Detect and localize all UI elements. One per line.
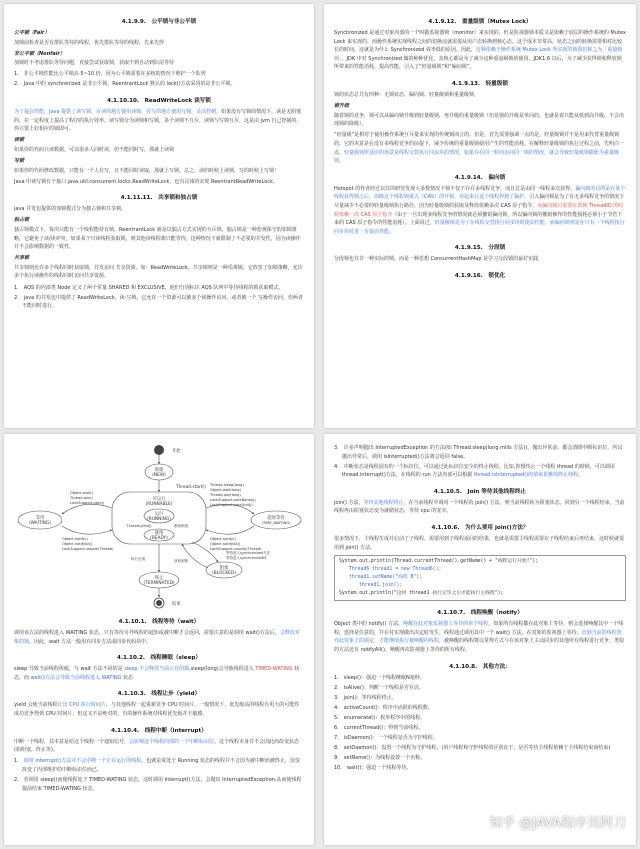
state-running-label: 运行 [154,512,164,517]
state-new-en: (NEW) [152,473,166,478]
state-terminated-en: (TERMINATED) [143,581,175,586]
paragraph: Hotspot 的作者经过以往的研究发现大多数情况下锁不仅不存在多线程竞争，而且总是由同一线程多次获得。偏向锁的目的是在某个线程获得锁之后，消除这个线程锁重入（CAS）的开销，看起来让这个线程得到了偏护。引入偏向锁是为了在无多线程竞争的情况下尽量减少不必要的轻量级锁执行路径，因为轻量级锁的获取及释放依赖多次 CAS 原子指令，而偏向锁只需要在置换 ThreadID 的时候依赖一次 CAS 原子指令（由于一旦出现多线程竞争的情况就必须撤销偏向锁，所以偏向锁的撤销操作的性能损耗必须小于节省下来的 CAS 原子指令的性能消耗）。上面说过，轻量级锁是为了在线程交替执行同步块时提高性能，而偏向锁则是在只有一个线程执行同步块时进一步提高性能。 [334,185,626,235]
highlight-text: 让出 CPU 执行时间片 [57,702,106,709]
highlight-text: sleep 不会释放当前占有的锁 [124,666,190,673]
methods-list [334,674,626,773]
list-item: 1. 非公平锁性能比公平锁高 5~10 倍，因为公平锁需要在多核的情况下维护一个队列 [14,71,206,78]
list-item: 10. wait()：强迫一个线程等待。 [334,765,412,772]
highlight-text: 轻量级锁所适应的场景是线程交替执行同步块的情况，如果存在同一时间访问同一锁的情况，就会导致轻量级锁膨胀为重量级锁。 [334,149,620,165]
state-runnable-label: 可运行 [152,497,166,502]
section-title: 4.1.9.15. 分段锁 [454,245,506,252]
paragraph: 中断一个线程，其本意是给这个线程一个通知信号，会影响这个线程内部的一个中断标识位。这个线程本身并不会因此而改变状态(如阻塞，终止等)。 [14,738,300,754]
paragraph: java 并发包提供的加锁模式分为独占锁和共享锁。 [14,206,127,213]
page-2 [324,4,636,428]
state-blocked-label: 阻塞 [219,566,229,571]
paragraph: 调用该方法的线程进入 WAITING 状态，只有等待另外线程的通知或被中断才会返回，需要注意的是调用 wait()方法后，会释放对象的锁。因此，wait 方法一般用在同步方法或同步代码块中。 [14,630,300,645]
state-ready-en: (READY) [150,536,168,541]
section-body [334,535,626,601]
red-highlight-text: 而偏向锁只需要在置换 ThreadID 的时候依赖一次 CAS 原子指令 [334,202,624,218]
subheading: 锁升级 [334,103,350,110]
exec-done-label: 执行完成 [130,557,146,561]
highlight-text: thread.isInterrupted()的值来优雅的终止线程 [473,472,579,479]
paragraph: 随着锁的竞争，锁可以从偏向锁升级到轻量级锁，再升级的重量级锁（但是锁的升级是单向的，也就是说只能从低到高升级，不会出现锁的降级）。 [334,112,625,128]
section-body [14,629,304,646]
list-item: 3. 许多声明抛出 InterruptedException 的方法(如 Thread.sleep(long mills 方法))，抛出异常前，都会清除中断标识位，所以抛出异常后，调用 isInterrupted()方法将会返回 false。 [334,445,623,460]
state-timed-label: 超时等待 [267,516,285,521]
sync-wait-label: 等待进入synchronized块 [226,556,267,560]
paragraph: 加锁前检查是否有排队等待的线程，优先排队等待的线程，先来先得 [14,39,165,46]
timed-call: LockSupport.parkNanos() [210,498,256,502]
thread-state-diagram [14,442,304,610]
list-item: 9. setName()：为线程设置一个名称。 [334,755,426,762]
section-body [14,665,304,682]
subheading: 非公平锁（Nonfair） [14,50,65,57]
subheading: 共享锁 [14,255,30,262]
paragraph: join() 方法，等待其他线程终止，在当前线程中调用一个线程的 join() 方法，则当前线程转为阻塞状态，回到另一个线程结束，当前线程再由阻塞状态变为就绪状态，等待 cpu 的宠幸。 [334,499,625,515]
list-item: 7. isDaemon()：一个线程是否为守护线程。 [334,735,438,742]
red-highlight-text: TIMED-WATING [255,666,293,673]
state-ready-label: 就绪 [154,531,164,536]
list-item: 2. Java 中的 synchronized 是非公平锁，ReentrantLock 默认的 lock()方法采用的是非公平锁。 [14,81,236,88]
list-item: 4. activeCount()：程序中活跃的线程数。 [334,704,433,711]
state-terminated-label: 终止 [154,576,164,581]
code-line: thread1.setName("线程 B"); [349,575,423,581]
section-body [14,701,304,718]
list-item: 1. AQS 的内部类 Node 定义了两个常量 SHARED 和 EXCLUSIVE，他们分别标识 AQS 队列中等待线程的锁获取模式。 [14,284,284,291]
list-item: 1. 调用 interrupt()方法并不会中断一个正在运行的线程。也就是说处于 Running 状态的线程并不会因为被中断而被终止，仅仅改变了内部维护的中断标识位而已。 [14,758,300,773]
state-running-en: (RUNNING) [147,517,171,522]
watermark: 知乎 @JAVA程序员阿刀 [489,816,626,831]
paragraph: 如果你的代码修改数据，只能有一个人在写，且不能同时读取，那就上写锁。总之，读的时候上读锁，写的时候上写锁！ [14,167,280,174]
section-body [14,738,304,794]
paragraph: 如果你的代码只读数据，可以很多人同时读，但不能同时写，那就上读锁 [14,146,175,153]
subheading: 读锁 [14,137,25,144]
section-title: 4.1.10.3. 线程让步（yield） [117,691,201,698]
highlight-text: 调用 interrupt()方法并不会中断一个正在运行的线程 [23,758,142,765]
list-item: 6. currentThread()：得到当前线程。 [334,725,424,732]
code-line: System.out.println(Thread.currentThread().getName() + "线程运行开始!"); [339,559,539,565]
sched-label: 系统调度 [173,524,189,528]
highlight-text: 直到当前的线程放弃此对象上的锁定，才能继续执行被唤醒的线程 [334,629,622,645]
notify-call: LockSupport.unpark(Thread) [62,547,114,551]
section-title: 4.1.9.13. 轻量级锁 [452,80,508,87]
section-body [334,444,626,480]
subheading: 独占锁 [14,217,30,224]
section-body [14,29,304,89]
highlight-text: 为了提高性能，Java 提供了读写锁，在读的地方使用读锁，在写的地方使用写锁，灵活控制， [14,109,222,116]
state-blocked-en: (BLOCKED) [212,571,236,576]
list-item: 1. sleep()：强迫一个线程睡眠N毫秒。 [334,674,425,681]
timed-call: LockSupport.parkUntil() [210,503,253,507]
section-body [334,255,626,264]
section-body [14,205,304,311]
start-label: 开始 [172,449,181,454]
code-line: thread1.join(); [359,583,403,589]
section-body [334,499,626,516]
state-new-label: 新建 [154,468,164,473]
section-title: 4.1.10.10. ReadWriteLock 读写锁 [107,98,211,105]
highlight-text: wait()方法会导致当前线程进入 WATING [30,674,122,681]
section-title: 4.1.11.11. 共享锁和独占锁 [120,195,198,202]
notify-call: Object.notifyAll() [62,542,93,546]
wait-call: Object.wait() [70,491,94,495]
paragraph: 加锁时不考虑排队等待问题，直接尝试获取锁，获取不到自动到队尾等待 [14,60,175,67]
page-3 [4,434,314,845]
list-item: 2. isAlive()：判断一个线程是否存活。 [334,684,424,691]
section-body [14,108,304,186]
highlight-text: 会释放对象的锁 [14,630,300,645]
section-title: 4.1.10.4. 线程中断（interrupt） [111,727,207,734]
highlight-text: 偏向锁的目的是在某个线程获得锁之后，消除这个线程锁重入（CAS）的开销，看起来让这个线程得到了偏护。 [334,185,626,201]
section-title: 4.1.10.6. 为什么要用 join()方法？ [431,525,529,532]
paragraph: sleep 导致当前线程休眠，与 wait 方法不同的是 sleep 不会释放当前占有的锁,sleep(long)会导致线程进入 TIMED-WATING 状态，而 wait()方法会导致当前线程进入 WATING 状态 [14,666,300,681]
timed-notify-call: Object.notify() [210,537,236,541]
code-line: System.out.println("这时 thread1 执行完毕之后才能执行主线程"); [339,591,504,597]
wait-call: LockSupport.park() [70,501,105,505]
section-body [334,185,626,237]
section-title: 4.1.10.2. 线程睡眠（sleep） [117,655,201,662]
paragraph: Object 类中的 notify() 方法，唤醒在此对象监视器上等待的单个线程，如果所有线程都在此对象上等待，则会选择唤醒其中一个线程，选择是任意的，并在对实现做出决定时发生，线程通过调用其中一个 wait() 方法，在对象的监视器上等待，直到当前的线程放弃此对象上的锁定，才能继续执行被唤醒的线程，被唤醒的线程将以常规方式与在该对象上主动同步的其他所有线程进行竞争。类似的方法还有 notifyAll()，唤醒再次监视器上等待的所有线程。 [334,621,625,654]
timed-call: Object.wait(long) [210,488,241,492]
section-body [334,29,626,72]
timed-notify-call: Object.notifyAll() [210,542,241,546]
code-line: Thread6 thread1 = new Thread6(); [349,567,442,573]
paragraph: 为了提高性能，Java 提供了读写锁，在读的地方使用读锁，在写的地方使用写锁，灵活控制，如果没有写锁的情况下，读是无阻塞的，在一定程度上提高了程序的执行效率。读写锁分为读锁和写锁，多个读锁不互斥，读锁与写锁互斥，这是由 jvm 自己控制的，你只要上好相应的锁即可。 [14,109,302,133]
paragraph: Synchronized 是通过对象内部的一个叫做监视器锁（monitor）来实现的。但是监视器锁本质又是依赖于底层的操作系统的 Mutex Lock 来实现的。而操作系统实现线程之间的切换这就需要从用户态转换到核心态，这个成本非常高，状态之间的转换需要相对比较长的时间，这就是为什么 Synchronized 效率低的原因。因此，这种依赖于操作系统 Mutex Lock 所实现的锁我们称之为「重量级锁」。JDK 中对 Synchronized 做的种种优化，其核心都是为了减少这种重量级锁的使用。JDK1.6 以后，为了减少获得锁和释放锁所带来的性能消耗，提高性能，引入了“轻量级锁”和“偏向锁”。 [334,30,626,71]
section-title: 4.1.10.7. 线程唤醒（notify） [437,610,523,617]
section-body [334,620,626,654]
list-item: 2. java 的并发包中提供了 ReadWriteLock，读-写锁。它允许一个资源可以被多个读操作访问，或者被一个 写操作访问，但两者不能同时进行。 [14,294,303,310]
sync-get-label: 获取到锁 [174,559,188,563]
paragraph: 独占锁模式下，每次只能有一个线程能持有锁，ReentrantLock 就是以独占方式实现的互斥锁。独占锁是一种悲观保守的加锁策略，它避免了读/读冲突，如果某个只读线程获取锁，则其他读线程都只能等待，这种情况下就限制了不必要的并发性，因为读操作并不会影响数据的一致性。 [14,227,301,251]
section-title: 4.1.10.5. Join 等待其他线程终止 [433,488,527,495]
section-title: 4.1.9.16. 锁优化 [454,272,506,279]
state-runnable-en: (RUNNABLE) [145,502,173,507]
paragraph: 共享锁则允许多个线程同时获取锁，并发访问 共享资源，如：ReadWriteLock。共享锁则是一种乐观锁，它放宽了加锁策略，允许多个执行读操作的线程同时访问共享资源。 [14,264,303,280]
page-1 [4,4,314,428]
section-title: 4.1.9.14. 偏向锁 [454,174,506,181]
paragraph: 很多情况下，主线程生成并启动了子线程，需要用到子线程返回的结果，也就是需要主线程需要在子线程结束后再结束，这时候就要用到 join() 方法。 [334,536,625,551]
list-item: 4. 中断状态是线程固有的一个标识位，可以通过此标识位安全的终止线程。比如,你想终止一个线程 thread 的时候，可以调用 thread.interrupt()方法，在线程的 run 方法内部可以根据 thread.isInterrupted()的值来优雅的终止线程。 [334,463,615,479]
timed-notify-call: LockSupport.unpark(Thread) [210,547,262,551]
section-title: 4.1.9.12. 重量级锁（Mutex Lock） [428,19,532,25]
paragraph: 分段锁也并非一种实际的锁，而是一种思想 ConcurrentHashMap 是学习分段锁的最好实践 [334,256,539,263]
state-waiting-en: (WAITING) [28,521,52,526]
section-title: 4.1.9.9. 公平锁与非公平锁 [121,19,197,25]
subheading: 公平锁（Fair） [14,30,50,36]
timed-call: Thread.join(long) [210,493,241,497]
highlight-text: 会影响这个线程内部的一个中断标识位 [129,738,215,745]
highlight-text: 这种依赖于操作系统 Mutex Lock 所实现的锁我们称之为「重量级锁」 [334,47,623,62]
wait-call: Thread.join() [70,496,93,500]
yield-label: Thread.yield() [126,524,152,528]
end-label: 结束 [172,602,181,607]
timed-call: Thread.sleep(long) [210,483,244,487]
state-timed-en: (TIME_WAITING) [261,521,291,525]
thread-start-label: Thread.start() [176,485,206,490]
paragraph: yield 会使当前线程让出 CPU 执行时间片，与其他线程一起重新竞争 CPU 时间片。一般情况下，优先级高的线程有更大的可能性成功竞争得到 CPU 时间片，但这又不是绝对的，有的操作系统对线程优先级并不敏感。 [14,702,300,717]
list-item: 2. 若调用 sleep()而使线程处于 TIMED-WATING 状态，这时调用 interrupt()方法，会抛出 InterruptedException,从而使线程提前结束 TIMED-WATING 状态。 [14,776,302,792]
list-item: 8. setDaemon()：设置一个线程为守护线程。(用户线程和守护线程的区别在于，是否等待主线程依赖于主线程结束而结束) [334,745,611,752]
page-4 [324,434,636,845]
state-waiting-label: 等待 [35,516,45,521]
highlight-text: 唤醒在此对象监视器上等待的单个线程 [403,621,489,628]
list-item: 5. enumerate()：枚举程序中的线程。 [334,715,426,721]
subheading: 写锁 [14,158,25,165]
paragraph: Java 中读写锁有个接口 java.util.concurrent.locks.ReadWriteLock，也有具体的实现 ReentrantReadWriteLock。 [14,178,278,185]
start-node-icon [154,445,164,455]
section-title: 4.1.10.1. 线程等待（wait） [118,619,200,625]
paragraph: 锁的状态总共有四种：无锁状态、偏向锁、轻量级锁和重量级锁。 [334,91,480,98]
sync-wait-label: 等待进入synchronized方法 [226,551,271,555]
paragraph: “轻量级”是相对于使用操作系统互斥量来实现的传统锁而言的。但是，首先需要强调一点的是，轻量级锁并不是用来代替重量级锁的，它的本意是在没有多线程竞争的前提下，减少传统的重量级锁使用产生的性能消耗。在解释轻量级锁的执行过程之前，先明白一点，轻量级锁所适应的场景是线程交替执行同步块的情况，如果存在同一时间访问同一锁的情况，就会导致轻量级锁膨胀为重量级锁。 [334,132,625,165]
highlight-text: 轻量级锁是为了在线程交替执行同步块时提高性能，而偏向锁则是在只有一个线程执行同步块时进一步提高性能。 [334,220,625,235]
list-item: 3. join()：等待线程终止。 [334,694,397,701]
code-block [334,555,626,601]
section-body [334,91,626,166]
notify-call: Object.notify() [62,537,88,541]
section-title: 4.1.10.8. 其他方法： [449,663,511,670]
highlight-text: 等待其他线程终止 [363,499,404,506]
